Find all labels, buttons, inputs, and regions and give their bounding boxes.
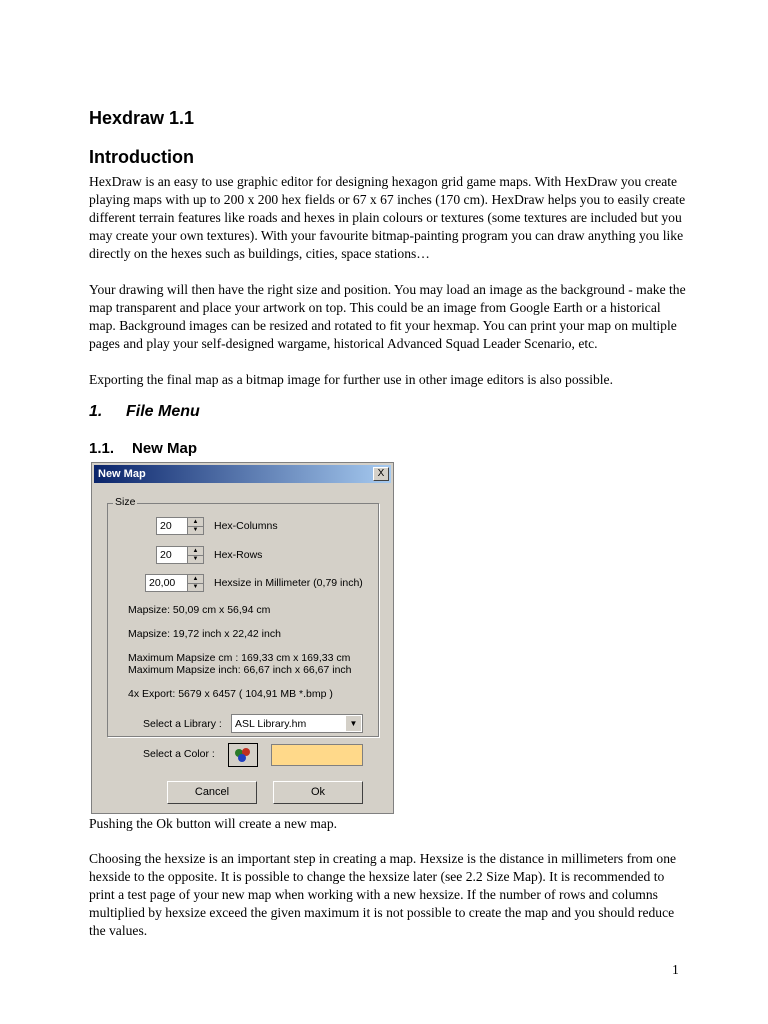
section-heading — [89, 403, 200, 421]
export-text: 4x Export: 5679 x 6457 ( 104,91 MB *.bmp ) — [128, 688, 333, 700]
after-dialog-paragraph-2: Choosing the hexsize is an important step in creating a map. Hexsize is the distance in millimeters from one hexside to the opposite. It is possible to change the hexsize later (see 2.2 Size Map). It is recommended to print a test page of your new map when working with a new hexsize. If the number of rows and columns multiplied by hexsize exceed the given maximum it is not possible to create the map and you should reduce the values. — [89, 851, 677, 938]
mapsize-cm-text: Mapsize: 50,09 cm x 56,94 cm — [128, 604, 271, 616]
doc-title: Hexdraw 1.1 — [89, 108, 195, 128]
subsection-number: 1.1. — [89, 440, 115, 457]
max-mapsize-cm-text: Maximum Mapsize cm : 169,33 cm x 169,33 cm — [128, 652, 351, 664]
hexsize-value: 20,00 — [149, 577, 176, 589]
hexsize-label: Hexsize in Millimeter (0,79 inch) — [214, 577, 363, 589]
library-select[interactable] — [231, 714, 363, 733]
library-value: ASL Library.hm — [235, 718, 307, 730]
color-swatch — [271, 744, 363, 766]
palette-icon — [229, 744, 257, 766]
chevron-down-icon[interactable]: ▼ — [192, 584, 199, 590]
subsection-heading — [89, 440, 197, 457]
cancel-button[interactable]: Cancel — [167, 781, 257, 804]
after-dialog-paragraph-1: Pushing the Ok button will create a new map. — [89, 816, 338, 831]
mapsize-inch-text: Mapsize: 19,72 inch x 22,42 inch — [128, 628, 281, 640]
size-groupbox — [107, 503, 379, 737]
section-number: 1. — [89, 403, 103, 420]
size-group-label: Size — [115, 496, 136, 508]
dialog-titlebar — [94, 465, 391, 483]
color-picker-button[interactable] — [228, 743, 258, 767]
hex-rows-value: 20 — [160, 549, 172, 561]
close-icon[interactable]: X — [373, 467, 389, 481]
hex-columns-value: 20 — [160, 520, 172, 532]
color-label: Select a Color : — [143, 748, 215, 760]
ok-button[interactable]: Ok — [273, 781, 363, 804]
intro-paragraph-2: Your drawing will then have the right size and position. You may load an image as the background - make the map transparent and place your artwork on top. This could be an image from Google Earth or a historical map. Background images can be resized and rotated to fit your hexmap. You can print your map on multiple pages and play your self-designed wargame, historical Advanced Squad Leader Scenario, etc. — [89, 282, 686, 351]
subsection-title: New Map — [132, 440, 198, 457]
hexsize-stepper[interactable] — [145, 574, 204, 592]
hex-rows-label: Hex-Rows — [214, 549, 263, 561]
section-title: File Menu — [126, 403, 200, 420]
new-map-dialog — [91, 462, 394, 814]
intro-paragraph-3: Exporting the final map as a bitmap image for further use in other image editors is also possible. — [89, 372, 613, 387]
dialog-title: New Map — [98, 468, 146, 480]
chevron-down-icon[interactable]: ▼ — [192, 527, 199, 533]
hex-columns-label: Hex-Columns — [214, 520, 278, 532]
chevron-up-icon[interactable]: ▲ — [188, 518, 203, 527]
library-label: Select a Library : — [143, 718, 222, 730]
chevron-down-icon[interactable]: ▼ — [346, 716, 361, 731]
max-mapsize-inch-text: Maximum Mapsize inch: 66,67 inch x 66,67 inch — [128, 664, 352, 676]
intro-paragraph-1: HexDraw is an easy to use graphic editor for designing hexagon grid game maps. With HexDraw you create playing maps with up to 200 x 200 hex fields or 67 x 67 inches (170 cm). HexDraw helps you to easily create different terrain features like roads and hexes in plain colours or textures (some textures are included but you may create your own textures). With your favourite bitmap-painting program you can draw anything you like directly on the hexes such as buildings, cities, space stations… — [89, 174, 686, 261]
chevron-down-icon[interactable]: ▼ — [192, 556, 199, 562]
intro-heading: Introduction — [89, 147, 194, 167]
hex-rows-stepper[interactable] — [156, 546, 204, 564]
page-number: 1 — [672, 962, 679, 977]
chevron-up-icon[interactable]: ▲ — [188, 575, 203, 584]
hex-columns-stepper[interactable] — [156, 517, 204, 535]
chevron-up-icon[interactable]: ▲ — [188, 547, 203, 556]
